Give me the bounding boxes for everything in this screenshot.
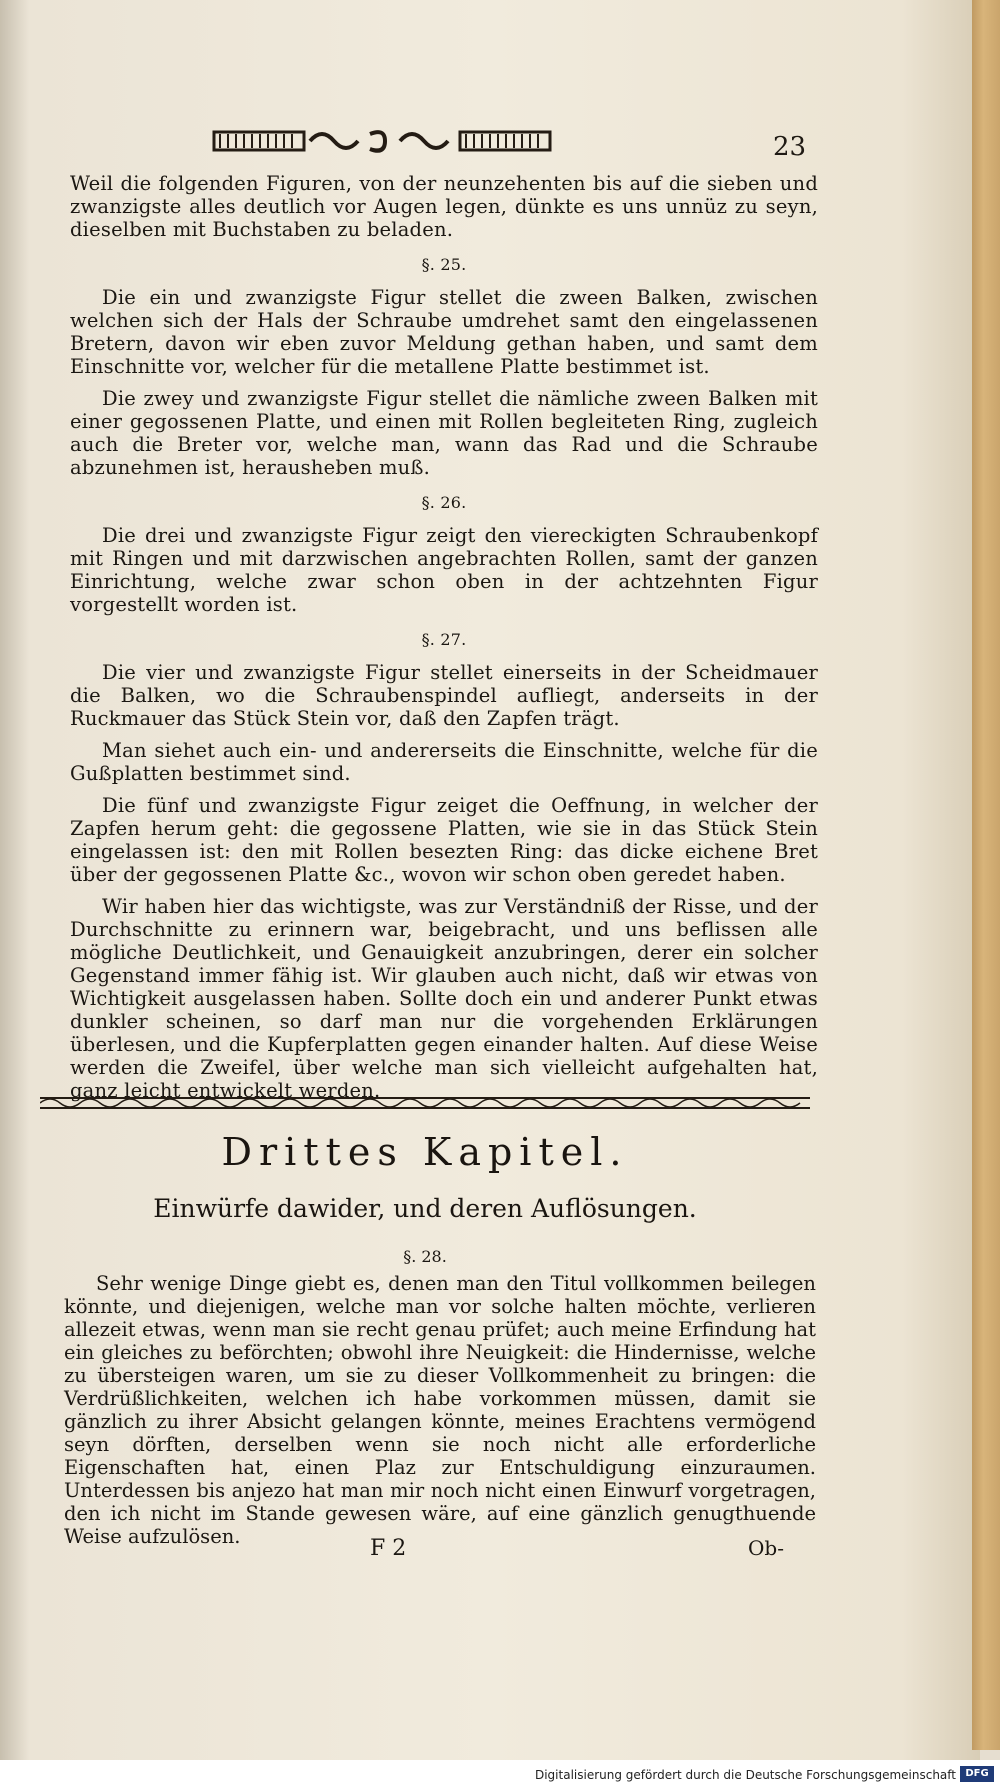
catchword: Ob-: [748, 1536, 784, 1560]
chapter-title: Drittes Kapitel.: [221, 1130, 629, 1174]
chapter-subtitle: Einwürfe dawider, und deren Auflösungen.: [153, 1194, 697, 1223]
section-heading: §. 25.: [421, 255, 467, 274]
header-ornament: [210, 126, 560, 156]
section-paragraph: Die ein und zwanzigste Figur stellet die zween Balken, zwischen welchen sich der Hals der Schraube umdrehet samt den eingelassenen Bretern, davon wir eben zuvor Meldung gethan haben, und samt dem Einschnitte vor, welcher für die metallene Platte bestimmet ist.: [70, 286, 818, 378]
chapter-divider-rule: [40, 1092, 810, 1114]
chapter-paragraph: Sehr wenige Dinge giebt es, denen man den Titul vollkommen beilegen könnte, und diejenigen, welche man vor solche halten möchte, verlieren allezeit etwas, wenn man sie recht genau prüfet; auch meine Erfindung hat ein gleiches zu beförchten; obwohl ihre Neuigkeit: die Hindernisse, welche zu übersteigen waren, um sie zu dieser Vollkommenheit zu bringen: die Verdrüßlichkeiten, welchen ich habe vorkommen müssen, damit sie gänzlich zu ihrer Absicht gelangen könnte, meines Erachtens vermögend seyn dörften, derselben wenn sie noch nicht alle erforderliche Eigenschaften hat, einen Plaz zur Entschuldigung einzuraumen. Unterdessen bis anjezo hat man mir noch nicht einen Einwurf vorgetragen, den ich nicht im Stande gewesen wäre, auf eine gänzlich genugthuende Weise aufzulösen.: [64, 1272, 816, 1548]
section-heading: §. 26.: [421, 493, 467, 512]
section-paragraph: Die vier und zwanzigste Figur stellet einerseits in der Scheidmauer die Balken, wo die Schraubenspindel aufliegt, anderseits in der Ruckmauer das Stück Stein vor, daß den Zapfen trägt.: [70, 661, 818, 730]
section-paragraph: Die zwey und zwanzigste Figur stellet die nämliche zween Balken mit einer gegossenen Platte, und einen mit Rollen begleiteten Ring, zugleich auch die Breter vor, welche man, wann das Rad und die Schraube abzunehmen ist, herausheben muß.: [70, 387, 818, 479]
intro-paragraph: Weil die folgenden Figuren, von der neunzehenten bis auf die sieben und zwanzigste alles deutlich vor Augen legen, dünkte es uns unnüz zu seyn, dieselben mit Buchstaben zu beladen.: [70, 172, 818, 241]
dfg-logo: DFG: [960, 1766, 994, 1782]
book-edge: [972, 0, 1000, 1750]
page-number: 23: [773, 132, 807, 162]
section-paragraph: Die fünf und zwanzigste Figur zeiget die Oeffnung, in welcher der Zapfen herum geht: die gegossene Platten, wie sie in das Stück Stein eingelassen ist: den mit Rollen besezten Ring: das dicke eichene Bret über der gegossenen Platte &c., wovon wir schon oben geredet haben.: [70, 794, 818, 886]
digitization-credit: Digitalisierung gefördert durch die Deutsche Forschungsgemeinschaft: [534, 1768, 956, 1782]
body-text-bottom: [64, 1272, 816, 1557]
section-paragraph: Wir haben hier das wichtigste, was zur Verständniß der Risse, und der Durchschnitte zu erinnern war, beigebracht, und uns beflissen alle mögliche Deutlichkeit, und Genauigkeit anzubringen, derer ein solcher Gegenstand immer fähig ist. Wir glauben auch nicht, daß wir etwas von Wichtigkeit ausgelassen haben. Sollte doch ein und anderer Punkt etwas dunkler scheinen, so darf man nur die vorgehenden Erklärungen überlesen, und die Kupferplatten gegen einander halten. Auf diese Weise werden die Zweifel, über welche man sich vielleicht aufgehalten hat, ganz leicht entwickelt werden.: [70, 895, 818, 1102]
section-heading: §. 27.: [421, 630, 467, 649]
section-heading: §. 28.: [403, 1247, 447, 1266]
section-paragraph: Die drei und zwanzigste Figur zeigt den viereckigten Schraubenkopf mit Ringen und mit darzwischen angebrachten Rollen, samt der ganzen Einrichtung, welche zwar schon oben in der achtzehnten Figur vorgestellt worden ist.: [70, 524, 818, 616]
section-paragraph: Man siehet auch ein- und andererseits die Einschnitte, welche für die Gußplatten bestimmet sind.: [70, 739, 818, 785]
body-text-top: [70, 172, 818, 1111]
signature-mark: F 2: [370, 1536, 407, 1561]
